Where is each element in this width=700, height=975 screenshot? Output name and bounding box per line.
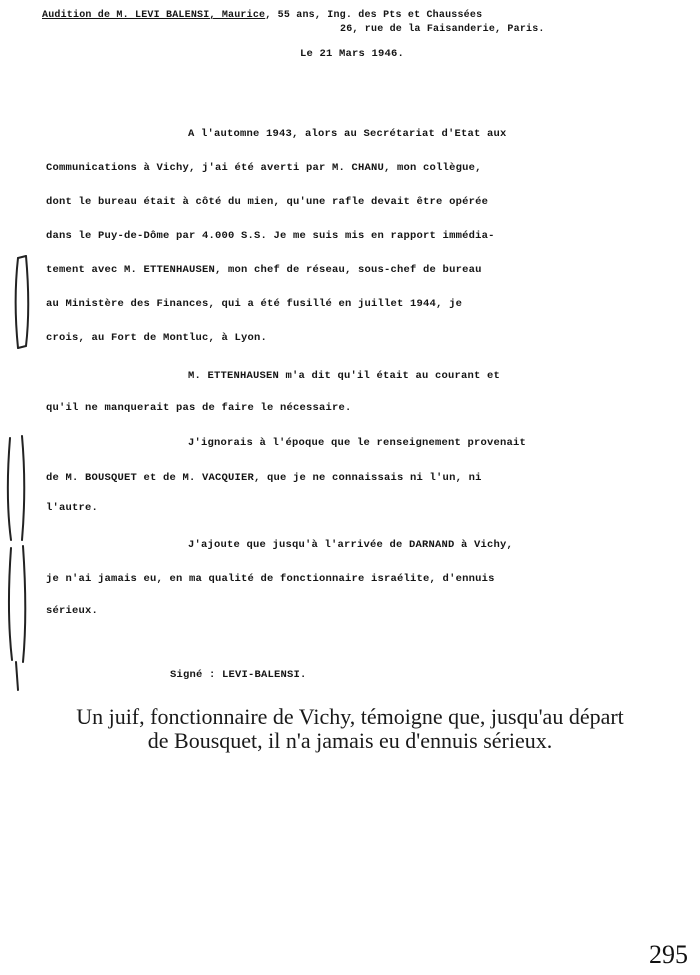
deponent-details: , 55 ans, Ing. des Pts et Chaussées [265, 10, 483, 21]
paragraph-1-line-4: dans le Puy-de-Dôme par 4.000 S.S. Je me suis mis en rapport immédia- [46, 230, 495, 242]
margin-bracket-1-inner [26, 256, 28, 346]
paragraph-1-line-2: Communications à Vichy, j'ai été averti par M. CHANU, mon collègue, [46, 162, 482, 174]
deposition-date: Le 21 Mars 1946. [300, 48, 405, 60]
paragraph-4-line-1: J'ajoute que jusqu'à l'arrivée de DARNAND à Vichy, [188, 539, 514, 551]
paragraph-2-line-2: qu'il ne manquerait pas de faire le nécessaire. [46, 402, 352, 414]
deponent-address: 26, rue de la Faisanderie, Paris. [340, 24, 545, 35]
margin-tail-line [16, 662, 18, 690]
page-number: 295 [649, 940, 688, 969]
paragraph-1-line-3: dont le bureau était à côté du mien, qu'une rafle devait être opérée [46, 196, 489, 208]
margin-bracket-1-bottom [18, 346, 26, 348]
signature-line: Signé : LEVI-BALENSI. [170, 669, 307, 681]
paragraph-2-line-1: M. ETTENHAUSEN m'a dit qu'il était au courant et [188, 370, 501, 382]
paragraph-1-line-1: A l'automne 1943, alors au Secrétariat d'Etat aux [188, 128, 507, 140]
paragraph-1-line-6: au Ministère des Finances, qui a été fusillé en juillet 1944, je [46, 298, 463, 310]
margin-bracket-3-left [9, 548, 12, 660]
margin-bracket-1-top [18, 256, 26, 258]
margin-bracket-2-right [22, 436, 24, 540]
paragraph-3-line-1: J'ignorais à l'époque que le renseignement provenait [188, 437, 527, 449]
caption-line-2: de Bousquet, il n'a jamais eu d'ennuis sérieux. [147, 728, 553, 753]
paragraph-4-line-2: je n'ai jamais eu, en ma qualité de fonctionnaire israélite, d'ennuis [46, 573, 495, 585]
margin-bracket-1-outer [16, 258, 18, 348]
paragraph-4-line-3: sérieux. [46, 605, 99, 617]
book-caption [0, 705, 700, 753]
deponent-name: Audition de M. LEVI BALENSI, Maurice [42, 10, 266, 21]
paragraph-1-line-7: crois, au Fort de Montluc, à Lyon. [46, 332, 268, 344]
margin-bracket-3-right [23, 546, 25, 662]
paragraph-3-line-3: l'autre. [46, 502, 99, 514]
margin-bracket-2-left [8, 438, 11, 540]
paragraph-3-line-2: de M. BOUSQUET et de M. VACQUIER, que je ne connaissais ni l'un, ni [46, 472, 482, 484]
paragraph-1-line-5: tement avec M. ETTENHAUSEN, mon chef de réseau, sous-chef de bureau [46, 264, 482, 276]
caption-line-1: Un juif, fonctionnaire de Vichy, témoigne que, jusqu'au départ [76, 704, 624, 729]
